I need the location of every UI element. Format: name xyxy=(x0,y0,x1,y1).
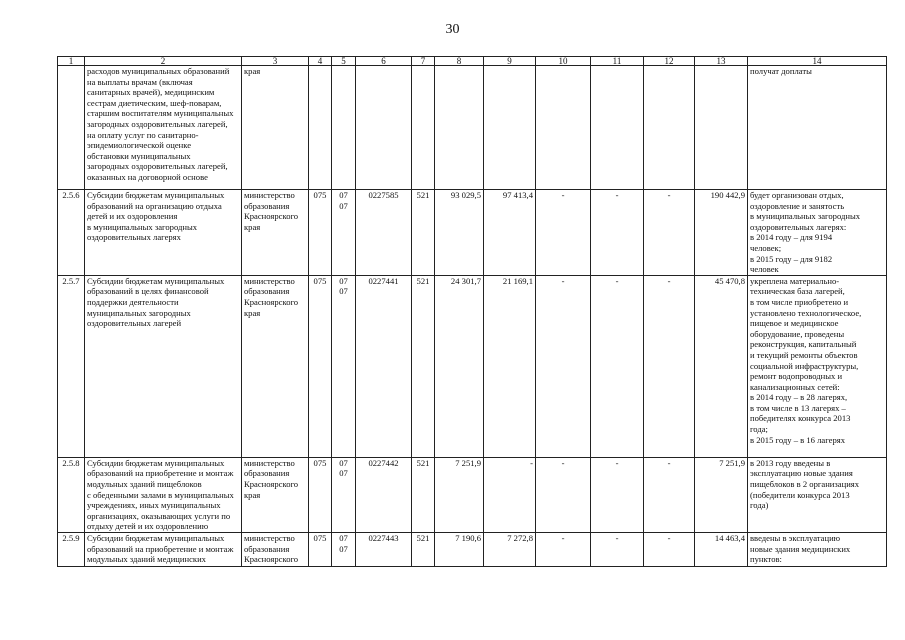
column-number: 10 xyxy=(536,57,591,66)
code-type xyxy=(412,66,435,190)
measure-description: расходов муниципальных образований на выплаты врачам (включая санитарных врачей), медицинским сестрам диетическим, шеф-поварам, старшим воспитателям муниципальных загородных оздоровительных лагерей, на оплату услуг по санитарно- эпидемиологической оценке обстановки муниципальных загородных оздоровительных лагерей, оказанных на договорной основе xyxy=(85,66,242,190)
row-id xyxy=(58,66,85,190)
executor: министерство образования Красноярского xyxy=(242,532,309,566)
column-number: 1 xyxy=(58,57,85,66)
column-number: 13 xyxy=(695,57,748,66)
amount-col11: - xyxy=(591,457,644,532)
amount-2014: 93 029,5 xyxy=(435,190,484,276)
amount-col11: - xyxy=(591,532,644,566)
code-target xyxy=(356,66,412,190)
code-target: 0227442 xyxy=(356,457,412,532)
column-number: 8 xyxy=(435,57,484,66)
column-number-row xyxy=(58,57,887,66)
executor: министерство образования Красноярского края xyxy=(242,457,309,532)
column-number: 7 xyxy=(412,57,435,66)
expected-result: укреплена материально- техническая база лагерей, в том числе приобретено и установлено технологическое, пищевое и медицинское оборудование, проведены реконструкция, капитальный и текущий ремонты объектов социальной инфраструктуры, ремонт водопроводных и канализационных сетей: в 2014 году – в 28 лагерях, в том числе в 13 лагерях – победителях конкурса 2013 года; в 2015 году – в 16 лагерях xyxy=(748,275,887,457)
table-row xyxy=(58,532,887,566)
amount-col12: - xyxy=(644,457,695,532)
amount-col10 xyxy=(536,66,591,190)
amount-total: 14 463,4 xyxy=(695,532,748,566)
amount-col12 xyxy=(644,66,695,190)
executor: министерство образования Красноярского края xyxy=(242,275,309,457)
amount-col11 xyxy=(591,66,644,190)
measure-description: Субсидии бюджетам муниципальных образований на приобретение и монтаж модульных зданий медицинских xyxy=(85,532,242,566)
amount-2014: 7 251,9 xyxy=(435,457,484,532)
code-section: 07 07 xyxy=(332,190,356,276)
amount-col12: - xyxy=(644,532,695,566)
code-ministry: 075 xyxy=(309,190,332,276)
table-row xyxy=(58,66,887,190)
amount-col10: - xyxy=(536,457,591,532)
amount-col10: - xyxy=(536,190,591,276)
amount-total: 190 442,9 xyxy=(695,190,748,276)
row-id: 2.5.8 xyxy=(58,457,85,532)
code-type: 521 xyxy=(412,190,435,276)
code-target: 0227585 xyxy=(356,190,412,276)
executor: министерство образования Красноярского края xyxy=(242,190,309,276)
amount-2015 xyxy=(484,66,536,190)
amount-2014: 7 190,6 xyxy=(435,532,484,566)
code-section xyxy=(332,66,356,190)
code-ministry: 075 xyxy=(309,532,332,566)
row-id: 2.5.6 xyxy=(58,190,85,276)
amount-col10: - xyxy=(536,275,591,457)
expected-result: получат доплаты xyxy=(748,66,887,190)
code-section: 07 07 xyxy=(332,275,356,457)
amount-col10: - xyxy=(536,532,591,566)
column-number: 12 xyxy=(644,57,695,66)
column-number: 6 xyxy=(356,57,412,66)
code-target: 0227441 xyxy=(356,275,412,457)
table-row xyxy=(58,275,887,457)
table-row xyxy=(58,457,887,532)
expected-result: в 2013 году введены в эксплуатацию новые здания пищеблоков в 2 организациях (победители конкурса 2013 года) xyxy=(748,457,887,532)
amount-col12: - xyxy=(644,275,695,457)
measure-description: Субсидии бюджетам муниципальных образований на приобретение и монтаж модульных зданий пищеблоков с обеденными залами в муниципальных учреждениях, иных муниципальных организациях, оказывающих услуги по отдыху детей и их оздоровлению xyxy=(85,457,242,532)
amount-total xyxy=(695,66,748,190)
column-number: 4 xyxy=(309,57,332,66)
column-number: 14 xyxy=(748,57,887,66)
page-number: 30 xyxy=(445,22,460,37)
column-number: 5 xyxy=(332,57,356,66)
table-row xyxy=(58,190,887,276)
column-number: 9 xyxy=(484,57,536,66)
amount-col11: - xyxy=(591,275,644,457)
code-section: 07 07 xyxy=(332,532,356,566)
amount-2014: 24 301,7 xyxy=(435,275,484,457)
amount-2015: 21 169,1 xyxy=(484,275,536,457)
amount-total: 45 470,8 xyxy=(695,275,748,457)
expected-result: будет организован отдых, оздоровление и занятость в муниципальных загородных оздоровительных лагерях: в 2014 году – для 9194 человек; в 2015 году – для 9182 человек xyxy=(748,190,887,276)
code-ministry: 075 xyxy=(309,275,332,457)
row-id: 2.5.7 xyxy=(58,275,85,457)
code-target: 0227443 xyxy=(356,532,412,566)
amount-col11: - xyxy=(591,190,644,276)
amount-2015: 97 413,4 xyxy=(484,190,536,276)
row-id: 2.5.9 xyxy=(58,532,85,566)
executor: края xyxy=(242,66,309,190)
amount-total: 7 251,9 xyxy=(695,457,748,532)
amount-2015: 7 272,8 xyxy=(484,532,536,566)
code-ministry: 075 xyxy=(309,457,332,532)
code-type: 521 xyxy=(412,457,435,532)
program-table xyxy=(57,56,887,567)
column-number: 3 xyxy=(242,57,309,66)
code-type: 521 xyxy=(412,275,435,457)
amount-2015: - xyxy=(484,457,536,532)
column-number: 2 xyxy=(85,57,242,66)
measure-description: Субсидии бюджетам муниципальных образований на организацию отдыха детей и их оздоровления в муниципальных загородных оздоровительных лагерях xyxy=(85,190,242,276)
measure-description: Субсидии бюджетам муниципальных образований в целях финансовой поддержки деятельности муниципальных загородных оздоровительных лагерей xyxy=(85,275,242,457)
code-ministry xyxy=(309,66,332,190)
code-section: 07 07 xyxy=(332,457,356,532)
code-type: 521 xyxy=(412,532,435,566)
column-number: 11 xyxy=(591,57,644,66)
expected-result: введены в эксплуатацию новые здания медицинских пунктов: xyxy=(748,532,887,566)
amount-2014 xyxy=(435,66,484,190)
amount-col12: - xyxy=(644,190,695,276)
